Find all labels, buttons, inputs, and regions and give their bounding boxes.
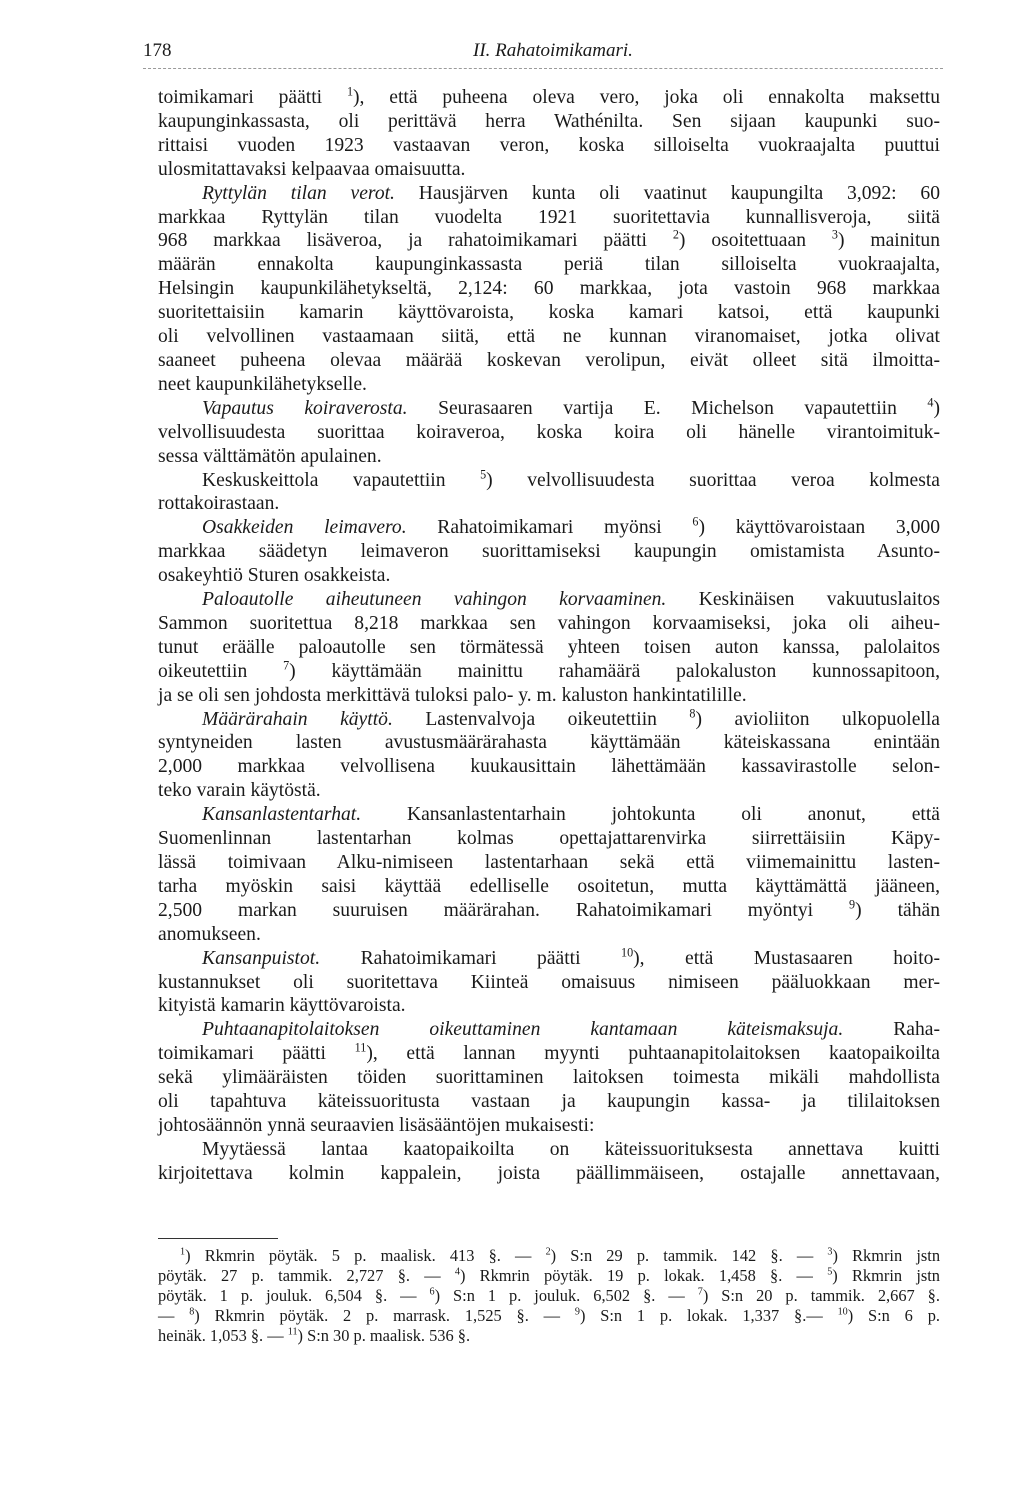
- text-line: [158, 923, 940, 947]
- footnote-marker: 4: [454, 1266, 460, 1278]
- text-line: [158, 636, 940, 660]
- text-run: johtosäännön ynnä seuraavien lisäsääntöjen mukaisesti:: [158, 1114, 595, 1136]
- text-run: 2,500 markan suuruisen määrärahan. Rahatoimikamari myöntyi: [158, 899, 850, 921]
- text-line: [158, 731, 940, 755]
- footnote-marker: 10: [837, 1306, 848, 1318]
- text-line: [158, 1042, 940, 1066]
- text-run: ulosmitattavaksi kelpaavaa omaisuutta.: [158, 158, 466, 180]
- text-run: ) S:n 6 p.: [847, 1306, 940, 1325]
- text-run: ) Rkmrin pöytäk. 2 p. marrask. 1,525 §. —: [194, 1306, 575, 1325]
- text-run: sessa välttämätön apulainen.: [158, 445, 382, 467]
- footnote-line: [158, 1246, 940, 1266]
- text-run: osakeyhtiö Sturen osakkeista.: [158, 565, 391, 587]
- text-line: [158, 206, 940, 230]
- text-line: [158, 421, 940, 445]
- footnote-marker: 7: [697, 1286, 703, 1298]
- text-run: velvollisuudesta suorittaa koiraveroa, koska koira oli hänelle virantoimituk-: [158, 421, 940, 443]
- footnote-line: [158, 1266, 940, 1286]
- text-line: [158, 397, 940, 421]
- text-run: kaupunginkassasta, oli perittävä herra Wathénilta. Sen sijaan kaupunki suo-: [158, 110, 940, 132]
- text-line: [158, 755, 940, 779]
- text-line: [158, 373, 940, 397]
- text-run: suoritettaisiin kamarin käyttövaroista, koska kamari katsoi, että kaupunki: [158, 302, 940, 324]
- text-line: [158, 899, 940, 923]
- text-line: [158, 277, 940, 301]
- text-run: toimikamari päätti: [158, 1043, 355, 1065]
- section-heading: Kansanpuistot.: [202, 947, 321, 969]
- text-run: oli tapahtuva käteissuoritusta vastaan ja kaupungin kassa- ja tililaitoksen: [158, 1091, 940, 1113]
- text-line: [158, 540, 940, 564]
- text-run: Myytäessä lantaa kaatopaikoilta on käteissuorituksesta annettava kuitti: [202, 1138, 940, 1160]
- section-heading: Kansanlastentarhat.: [202, 804, 362, 826]
- text-line: [158, 875, 940, 899]
- text-line: [158, 803, 940, 827]
- text-run: markkaa säädetyn leimaveron suorittamiseksi kaupungin omistamista Asunto-: [158, 541, 940, 563]
- footnote-line: [158, 1286, 940, 1306]
- text-line: [158, 851, 940, 875]
- text-run: ) tähän: [855, 899, 940, 921]
- text-run: ) velvollisuudesta suorittaa veroa kolmesta: [486, 469, 940, 491]
- section-heading: Määrärahain käyttö.: [202, 708, 393, 730]
- text-line: [158, 1114, 940, 1138]
- text-line: [158, 134, 940, 158]
- text-run: toimikamari päätti: [158, 87, 347, 108]
- text-line: [158, 516, 940, 540]
- text-line: [158, 86, 940, 110]
- text-run: lässä toimivaan Alku-nimiseen lastentarhaan sekä että viimemainittu lasten-: [158, 852, 940, 873]
- text-run: —: [158, 1306, 190, 1325]
- text-line: [158, 708, 940, 732]
- footnotes: [158, 1246, 940, 1346]
- text-line: [158, 994, 940, 1018]
- text-run: teko varain käytöstä.: [158, 780, 321, 802]
- text-run: ), että lannan myynti puhtaanapitolaitoksen kaatopaikoilta: [366, 1043, 940, 1065]
- text-run: Seurasaaren vartija E. Michelson vapautettiin: [407, 397, 928, 419]
- text-line: [158, 1090, 940, 1114]
- text-line: [158, 827, 940, 851]
- footnote-marker: 3: [827, 1246, 833, 1258]
- footnote-marker: 5: [480, 466, 487, 481]
- footnote-marker: 8: [189, 1306, 195, 1318]
- text-run: Suomenlinnan lastentarhan kolmas opettajattarenvirka siirrettäisiin Käpy-: [158, 828, 940, 850]
- footnote-marker: 1: [180, 1246, 186, 1258]
- text-run: Hausjärven kunta oli vaatinut kaupungilta 3,092: 60: [394, 182, 940, 204]
- text-run: Kansanlastentarhain johtokunta oli anonut, että: [361, 804, 940, 826]
- page-number: 178: [143, 40, 172, 61]
- section-heading: Paloautolle aiheutuneen vahingon korvaaminen.: [202, 589, 667, 611]
- text-line: [158, 466, 940, 493]
- text-run: Rahatoimikamari myönsi: [406, 517, 693, 539]
- footnote-marker: 6: [429, 1286, 435, 1298]
- text-run: ): [933, 397, 940, 419]
- footnote-marker: 3: [831, 227, 838, 242]
- footnote-marker: 1: [346, 84, 354, 99]
- text-run: kirjoitettava kolmin kappalein, joista päällimmäiseen, ostajalle annettavaan,: [158, 1162, 940, 1184]
- text-run: ) S:n 1 p. jouluk. 6,502 §. —: [434, 1286, 698, 1305]
- text-line: [158, 158, 940, 182]
- footnote-line: [158, 1326, 940, 1346]
- text-line: [158, 110, 940, 134]
- text-run: ) Rkmrin pöytäk. 19 p. lokak. 1,458 §. —: [459, 1266, 828, 1285]
- text-run: ) Rkmrin jstn: [832, 1266, 941, 1285]
- text-run: rottakoirastaan.: [158, 493, 280, 515]
- text-run: ) S:n 1 p. lokak. 1,337 §.—: [579, 1306, 838, 1325]
- text-run: neet kaupunkilähetykselle.: [158, 373, 367, 395]
- text-run: Helsingin kaupunkilähetykseltä, 2,124: 60 markkaa, jota vastoin 968 markkaa: [158, 278, 940, 300]
- section-heading: Vapautus koiraverosta.: [202, 397, 408, 419]
- text-run: rittaisi vuoden 1923 vastaavan veron, koska silloiselta vuokraajalta puuttui: [158, 134, 940, 156]
- text-run: saaneet puheena olevaa määrää koskevan verolipun, eivät olleet sitä ilmoitta-: [158, 349, 940, 371]
- text-run: sekä ylimääräisten töiden suorittaminen laitoksen toimesta mikäli mahdollista: [158, 1067, 940, 1089]
- text-line: [158, 564, 940, 588]
- text-run: ) S:n 29 p. tammik. 142 §. —: [550, 1246, 828, 1265]
- footnote-marker: 11: [287, 1326, 298, 1338]
- text-line: [158, 1162, 940, 1186]
- section-heading: Ryttylän tilan verot.: [202, 182, 395, 204]
- page-header: [143, 36, 943, 69]
- footnote-marker: 6: [692, 514, 699, 529]
- text-run: Raha-: [843, 1019, 941, 1041]
- text-run: 968 markkaa lisäveroa, ja rahatoimikamari päätti: [158, 230, 673, 252]
- text-run: ) mainitun: [837, 230, 941, 252]
- text-run: ), että puheena oleva vero, joka oli ennakolta maksettu: [353, 87, 941, 108]
- text-run: anomukseen.: [158, 923, 261, 945]
- body-text: [158, 86, 940, 1186]
- footnote-marker: 2: [672, 227, 679, 242]
- text-line: [158, 349, 940, 373]
- text-line: [158, 229, 940, 253]
- text-line: [158, 660, 940, 684]
- text-run: määrän ennakolta kaupunginkassasta periä tilan silloiselta vuokraajalta,: [158, 254, 940, 276]
- text-run: ) Rkmrin jstn: [832, 1246, 941, 1265]
- text-run: 2,000 markkaa velvollisena kuukausittain lähettämään kassavirastolle selon-: [158, 756, 940, 778]
- text-run: pöytäk. 1 p. jouluk. 6,504 §. —: [158, 1286, 430, 1305]
- text-run: Lastenvalvoja oikeutettiin: [392, 708, 690, 730]
- footnote-marker: 8: [689, 706, 696, 721]
- text-line: [158, 779, 940, 803]
- section-heading: Osakkeiden leimavero.: [202, 517, 407, 539]
- text-line: [158, 612, 940, 636]
- text-line: [158, 1018, 940, 1042]
- text-line: [158, 325, 940, 349]
- section-heading: Puhtaanapitolaitoksen oikeuttaminen kantamaan käteismaksuja.: [202, 1019, 844, 1041]
- text-line: [158, 445, 940, 469]
- footnote-line: [158, 1306, 940, 1326]
- text-run: pöytäk. 27 p. tammik. 2,727 §. —: [158, 1266, 455, 1285]
- footnote-marker: 10: [621, 945, 634, 960]
- text-line: [158, 971, 940, 995]
- text-run: markkaa Ryttylän tilan vuodelta 1921 suoritettavia kunnallisveroja, siitä: [158, 206, 940, 228]
- text-line: [158, 588, 940, 612]
- text-line: [158, 301, 940, 325]
- text-run: ja se oli sen johdosta merkittävä tuloksi palo- y. m. kaluston hankintatilille.: [158, 684, 747, 706]
- running-title: II. Rahatoimikamari.: [473, 40, 633, 61]
- text-line: [158, 947, 940, 971]
- text-line: [158, 492, 940, 516]
- footnote-marker: 9: [574, 1306, 580, 1318]
- text-run: Keskinäisen vakuutuslaitos: [666, 589, 941, 611]
- text-run: ) käyttämään mainittu rahamäärä palokaluston kunnossapitoon,: [289, 660, 940, 682]
- footnote-marker: 4: [927, 395, 934, 410]
- footnote-marker: 7: [283, 658, 290, 673]
- text-run: tarha myöskin saisi käyttää edelliselle osoitetun, mutta käyttämättä jääneen,: [158, 875, 940, 897]
- text-line: [158, 182, 940, 206]
- text-run: oikeutettiin: [158, 660, 284, 682]
- text-run: oli velvollinen vastaamaan siitä, että ne kunnan viranomaiset, jotka olivat: [158, 326, 940, 348]
- text-run: ) Rkmrin pöytäk. 5 p. maalisk. 413 §. —: [185, 1246, 546, 1265]
- text-run: heinäk. 1,053 §. —: [158, 1326, 288, 1345]
- footnote-marker: 5: [827, 1266, 833, 1278]
- text-run: Keskuskeittola vapautettiin: [202, 469, 481, 491]
- text-run: Sammon suoritettua 8,218 markkaa sen vahingon korvaamiseksi, joka oli aiheu-: [158, 612, 940, 634]
- text-run: ) avioliiton ulkopuolella: [695, 708, 941, 730]
- text-line: [158, 253, 940, 277]
- text-run: ) S:n 30 p. maalisk. 536 §.: [297, 1326, 471, 1345]
- text-run: ) käyttövaroistaan 3,000: [698, 517, 940, 539]
- text-run: ), että Mustasaaren hoito-: [633, 947, 940, 969]
- footnote-divider: [158, 1238, 278, 1239]
- text-run: kustannukset oli suoritettava Kiinteä omaisuus nimiseen pääluokkaan mer-: [158, 971, 940, 993]
- text-run: syntyneiden lasten avustusmäärärahasta käyttämään käteiskassana enintään: [158, 732, 940, 754]
- footnote-marker: 2: [545, 1246, 551, 1258]
- text-run: Rahatoimikamari päätti: [320, 947, 622, 969]
- text-line: [158, 1066, 940, 1090]
- text-run: tunut eräälle paloautolle sen törmätessä yhteen toisen auton kanssa, palolaitos: [158, 636, 940, 658]
- footnote-marker: 9: [849, 897, 856, 912]
- footnote-marker: 11: [354, 1040, 367, 1055]
- text-run: ) osoitettuaan: [678, 230, 832, 252]
- text-line: [158, 684, 940, 708]
- text-run: kityistä kamarin käyttövaroista.: [158, 995, 406, 1017]
- text-line: [158, 1138, 940, 1162]
- text-run: ) S:n 20 p. tammik. 2,667 §.: [702, 1286, 940, 1305]
